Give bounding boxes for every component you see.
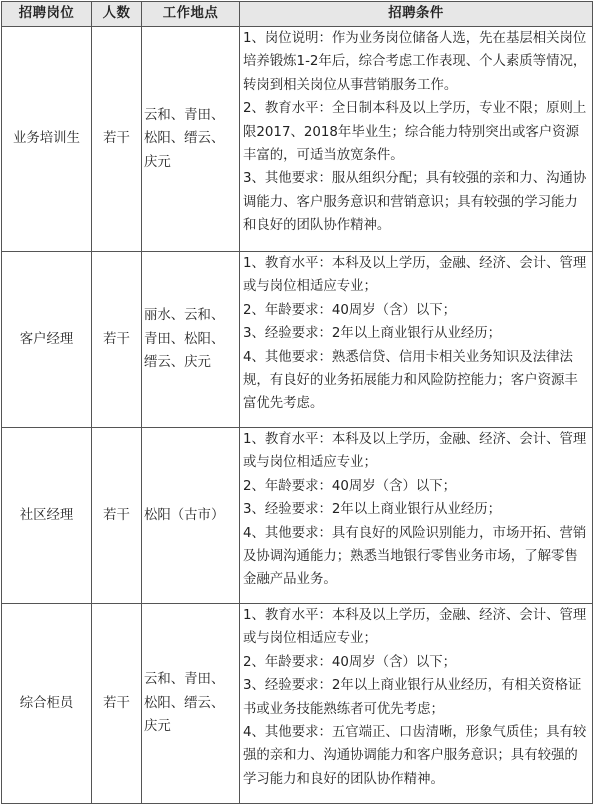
requirement-item: 2、教育水平：全日制本科及以上学历，专业不限；原则上限2017、2018年毕业生；综合能力特别突出或客户资源丰富的，可适当放宽条件。 bbox=[243, 101, 587, 164]
position-cell: 客户经理 bbox=[2, 252, 92, 428]
position-cell: 业务培训生 bbox=[2, 27, 92, 252]
requirement-item: 1、教育水平：本科及以上学历，金融、经济、会计、管理或与岗位相适应专业； bbox=[243, 256, 587, 295]
table-header-row bbox=[2, 2, 593, 27]
location-cell: 丽水、云和、青田、松阳、缙云、庆元 bbox=[142, 252, 240, 428]
requirement-item: 1、教育水平：本科及以上学历，金融、经济、会计、管理或与岗位相适应专业； bbox=[243, 608, 587, 647]
requirements-cell bbox=[240, 27, 593, 252]
count-cell: 若干 bbox=[92, 252, 142, 428]
location-cell: 云和、青田、松阳、缙云、庆元 bbox=[142, 27, 240, 252]
requirements-cell bbox=[240, 252, 593, 428]
requirement-item: 2、年龄要求：40周岁（含）以下； bbox=[243, 478, 457, 494]
table-row bbox=[2, 604, 593, 804]
header-requirements: 招聘条件 bbox=[240, 2, 593, 27]
header-count: 人数 bbox=[92, 2, 142, 27]
requirement-item: 4、其他要求：熟悉信贷、信用卡相关业务知识及法律法规，有良好的业务拓展能力和风险防控能力；客户资源丰富优先考虑。 bbox=[243, 349, 578, 412]
count-cell: 若干 bbox=[92, 27, 142, 252]
requirement-item: 4、其他要求：五官端正、口齿清晰，形象气质佳；具有较强的亲和力、沟通协调能力和客户服务意识；具有较强的学习能力和良好的团队协作精神。 bbox=[243, 725, 587, 787]
location-cell: 云和、青田、松阳、缙云、庆元 bbox=[142, 604, 240, 804]
location-cell: 松阳（古市） bbox=[142, 428, 240, 604]
table-row bbox=[2, 252, 593, 428]
requirement-item: 1、教育水平：本科及以上学历，金融、经济、会计、管理或与岗位相适应专业； bbox=[243, 432, 587, 471]
requirements-cell bbox=[240, 428, 593, 604]
requirement-item: 3、经验要求：2年以上商业银行从业经历； bbox=[243, 326, 502, 342]
recruitment-table bbox=[1, 1, 593, 804]
table-row bbox=[2, 428, 593, 604]
requirement-item: 3、经验要求：2年以上商业银行从业经历； bbox=[243, 502, 502, 518]
table-row bbox=[2, 27, 593, 252]
position-cell: 综合柜员 bbox=[2, 604, 92, 804]
requirements-cell bbox=[240, 604, 593, 804]
requirement-item: 4、其他要求：具有良好的风险识别能力，市场开拓、营销及协调沟通能力；熟悉当地银行零售业务市场，了解零售金融产品业务。 bbox=[243, 525, 587, 588]
header-location: 工作地点 bbox=[142, 2, 240, 27]
count-cell: 若干 bbox=[92, 604, 142, 804]
header-position: 招聘岗位 bbox=[2, 2, 92, 27]
requirement-item: 2、年龄要求：40周岁（含）以下； bbox=[243, 654, 457, 670]
requirement-item: 1、岗位说明：作为业务岗位储备人选，先在基层相关岗位培养锻炼1-2年后，综合考虑工作表现、个人素质等情况，转岗到相关岗位从事营销服务工作。 bbox=[243, 31, 587, 93]
requirement-item: 3、经验要求：2年以上商业银行从业经历，有相关资格证书或业务技能熟练者可优先考虑； bbox=[243, 678, 582, 717]
position-cell: 社区经理 bbox=[2, 428, 92, 604]
requirement-item: 2、年龄要求：40周岁（含）以下； bbox=[243, 302, 457, 318]
count-cell: 若干 bbox=[92, 428, 142, 604]
requirement-item: 3、其他要求：服从组织分配；具有较强的亲和力、沟通协调能力、客户服务意识和营销意识；具有较强的学习能力和良好的团队协作精神。 bbox=[243, 171, 587, 234]
